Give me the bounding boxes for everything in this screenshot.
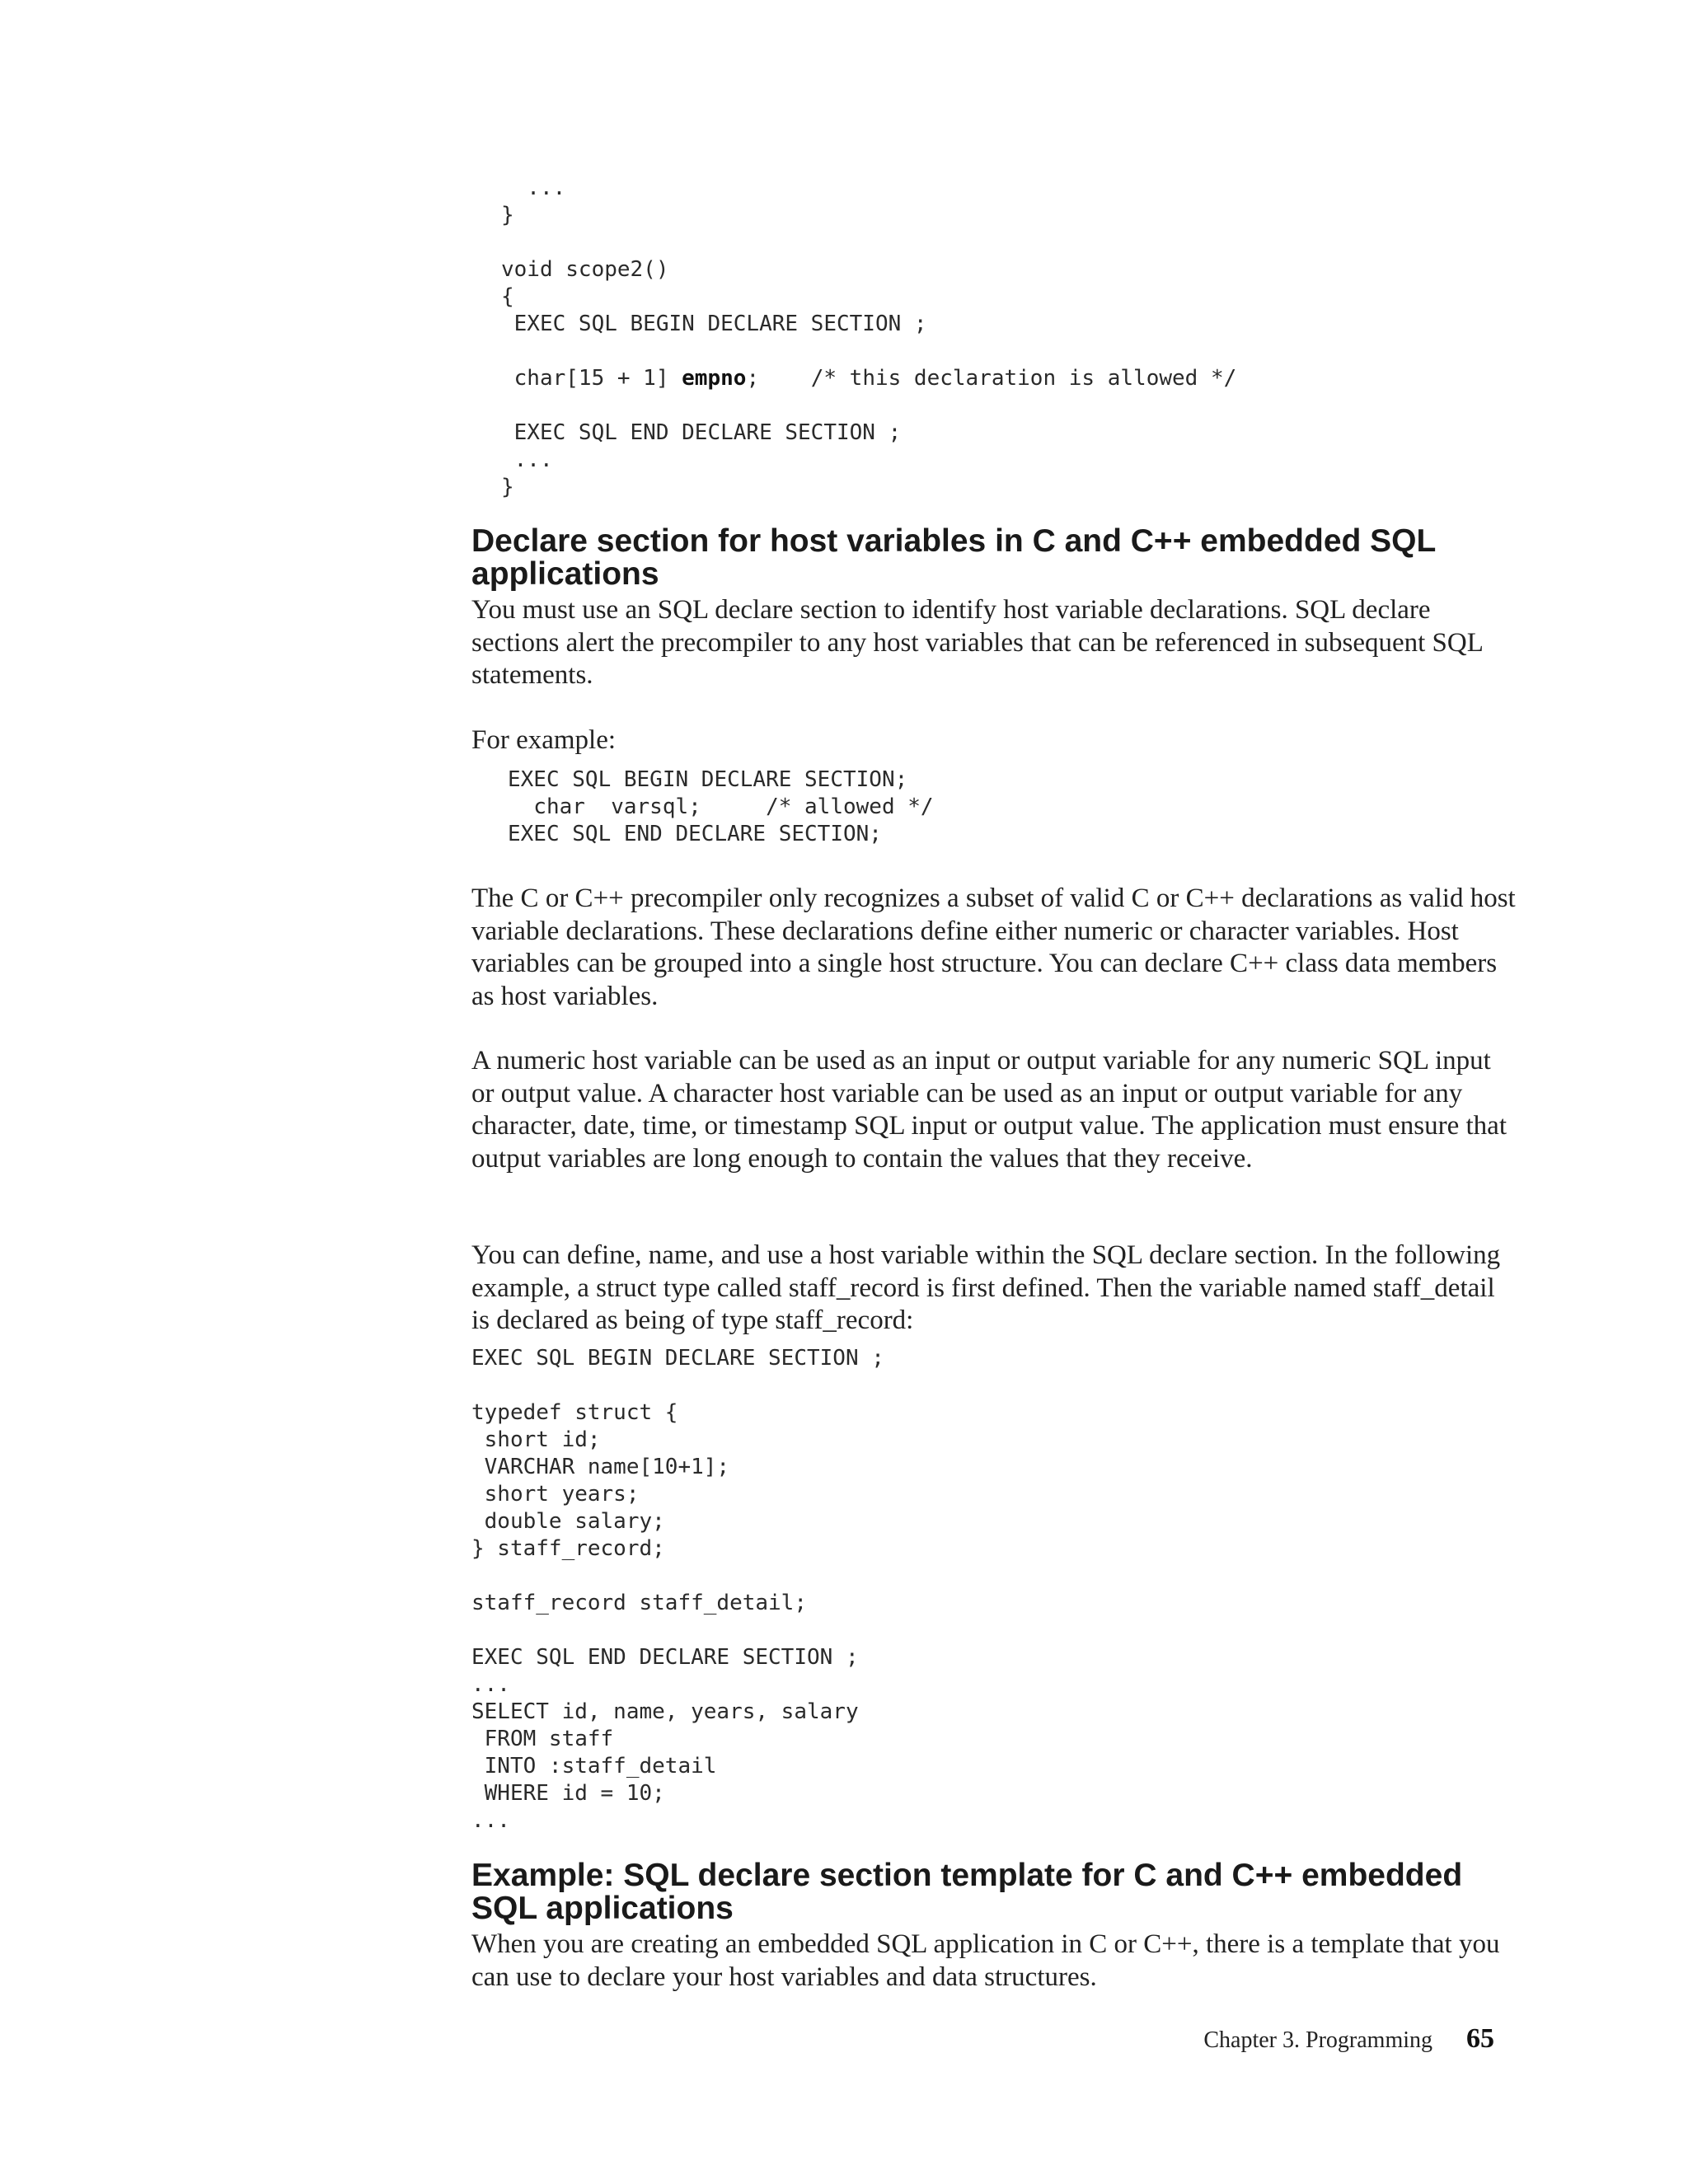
code-block-example: EXEC SQL BEGIN DECLARE SECTION; char varsql; /* allowed */ EXEC SQL END DECLARE SECTION; (508, 767, 934, 846)
paragraph-numeric-host-variable: A numeric host variable can be used as an input or output variable for any numeric SQL input or output value. A character host variable can be used as an input or output variable for any character, date, time, or timestamp SQL input or output value. The application must ensure that output variables are long enough to contain the values that they receive. (471, 1046, 1507, 1174)
paragraph-intro: You must use an SQL declare section to identify host variable declarations. SQL declare sections alert the precompiler to any host variables that can be referenced in subsequent SQL statements. (471, 595, 1483, 690)
code-line: EXEC SQL END DECLARE SECTION ; (501, 420, 902, 445)
code-block-scope2 (501, 175, 1236, 501)
section-heading-declare-section: Declare section for host variables in C and C++ embedded SQL applications (471, 523, 1436, 592)
paragraph-template-intro: When you are creating an embedded SQL application in C or C++, there is a template that you can use to declare your host variables and data structures. (471, 1929, 1500, 1992)
code-line: } (501, 475, 514, 499)
paragraph-precompiler-subset: The C or C++ precompiler only recognizes a subset of valid C or C++ declarations as valid host variable declarations. These declarations define either numeric or character variables. Host variables can be grouped into a single host structure. You can declare C++ class data members as host variables. (471, 883, 1516, 1011)
code-line: } (501, 203, 514, 227)
footer-page-number: 65 (1466, 2023, 1494, 2054)
code-line: ... (501, 176, 566, 200)
bold-identifier: empno (682, 366, 747, 391)
code-line: void scope2() (501, 257, 669, 282)
section-heading-template-example: Example: SQL declare section template for C and C++ embedded SQL applications (471, 1858, 1463, 1926)
code-line: EXEC SQL BEGIN DECLARE SECTION ; (501, 312, 927, 336)
paragraph-struct-example: You can define, name, and use a host variable within the SQL declare section. In the following example, a struct type called staff_record is first defined. Then the variable named staff_detail is declared as being of type staff_record: (471, 1240, 1501, 1335)
code-line: char[15 + 1] empno; /* this declaration is allowed */ (501, 366, 1237, 391)
code-block-staff-record: EXEC SQL BEGIN DECLARE SECTION ; typedef struct { short id; VARCHAR name[10+1]; short years; double salary; } staff_record; staff_record staff_detail; EXEC SQL END DECLARE SECTION ; ... SELECT id, name, years, salary FROM staff INTO :staff_detail WHERE id = 10; ... (471, 1346, 884, 1833)
code-line: { (501, 284, 514, 309)
code-line: ... (501, 448, 553, 472)
footer-chapter-label: Chapter 3. Programming (1203, 2027, 1432, 2053)
paragraph-for-example: For example: (471, 725, 617, 755)
